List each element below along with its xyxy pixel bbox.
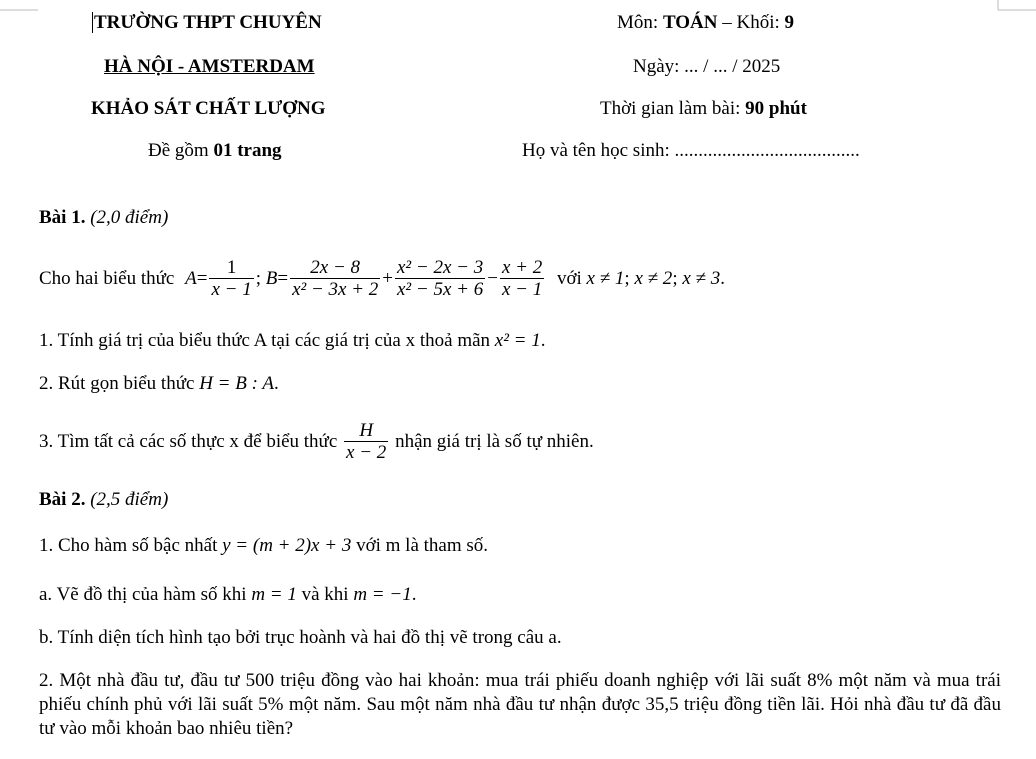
text-cursor	[92, 12, 93, 33]
school-name-line1: TRƯỜNG THPT CHUYÊN	[94, 12, 322, 33]
fraction-B2: $\frac{\text{x² − 2x − 3}}{\text{x² − 5x + 6}}$	[397, 257, 484, 301]
bai2-question1a: a. Vẽ đồ thị của hàm số khi m = 1 và khi m = −1.	[39, 584, 417, 605]
subject-grade: Môn: TOÁN – Khối: 9	[617, 12, 795, 33]
bai1-question1: 1. Tính giá trị của biểu thức A tại các giá trị của x thoả mãn x² = 1.	[39, 330, 546, 351]
bai1-expressions: Cho hai biểu thức A= $\frac{1}{x - 1}$ ; B= $\frac{2x - 8}{\text{x² − 3x + 2}}$ + $\frac{\text{x² − 2x − 3}}{\text{x² − 5x + 6}}$ − $\frac{x + 2}{x - 1}$ với x ≠ 1; x ≠ 2; x ≠ 3.	[39, 257, 725, 301]
page-corner-mark-left	[0, 0, 40, 14]
exam-duration: Thời gian làm bài: 90 phút	[600, 98, 807, 119]
bai1-heading: Bài 1. (2,0 điểm)	[39, 207, 169, 228]
bai2-question1b: b. Tính diện tích hình tạo bởi trục hoành và hai đồ thị vẽ trong câu a.	[39, 627, 562, 648]
exam-title: KHẢO SÁT CHẤT LƯỢNG	[91, 98, 326, 119]
bai1-question3: 3. Tìm tất cả các số thực x để biểu thức $\frac{H}{x - 2}$ nhận giá trị là số tự nhiên.	[39, 420, 594, 464]
bai1-question2: 2. Rút gọn biểu thức H = B : A.	[39, 373, 279, 394]
fraction-A: $\frac{1}{x - 1}$	[211, 257, 252, 301]
page-corner-mark-right	[996, 0, 1036, 14]
bai2-heading: Bài 2. (2,5 điểm)	[39, 489, 169, 510]
page-count: Đề gồm 01 trang	[148, 140, 282, 161]
fraction-B3: $\frac{x + 2}{x - 1}$	[501, 257, 543, 301]
school-name-line2: HÀ NỘI - AMSTERDAM	[104, 56, 315, 77]
student-name-field[interactable]: Họ và tên học sinh: .......................................	[522, 140, 860, 161]
fraction-H: $\frac{H}{x - 2}$	[346, 420, 387, 464]
bai2-question1: 1. Cho hàm số bậc nhất y = (m + 2)x + 3 với m là tham số.	[39, 535, 489, 556]
exam-date: Ngày: ... / ... / 2025	[633, 56, 781, 77]
fraction-B1: $\frac{2x - 8}{\text{x² − 3x + 2}}$	[292, 257, 379, 301]
bai2-question2: 2. Một nhà đầu tư, đầu tư 500 triệu đồng vào hai khoản: mua trái phiếu doanh nghiệp với lãi suất 8% một năm và mua trái phiếu chính phủ với lãi suất 5% một năm. Sau một năm nhà đầu tư nhận được 35,5 triệu đồng tiền lãi. Hỏi nhà đầu tư đã đầu tư vào mỗi khoản bao nhiêu tiền?	[39, 670, 1001, 739]
